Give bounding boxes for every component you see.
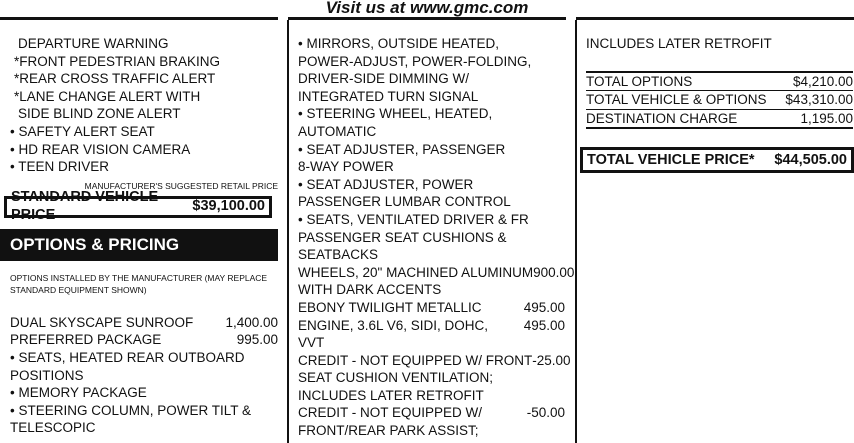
feature-line: *LANE CHANGE ALERT WITH — [14, 88, 201, 104]
summary-row-total-options — [586, 71, 853, 91]
option-label: INCLUDES LATER RETROFIT — [298, 387, 484, 403]
option-label: INTEGRATED TURN SIGNAL — [298, 88, 479, 104]
option-row — [298, 369, 565, 387]
option-label: • SEATS, HEATED REAR OUTBOARD — [10, 349, 245, 365]
option-row — [298, 158, 565, 176]
option-price: 1,400.00 — [225, 314, 278, 330]
feature-line: DEPARTURE WARNING — [18, 36, 169, 51]
option-label: POWER-ADJUST, POWER-FOLDING, — [298, 53, 532, 69]
option-row — [298, 404, 565, 422]
option-label: SEAT CUSHION VENTILATION; — [298, 370, 494, 386]
option-label: • MEMORY PACKAGE — [10, 385, 147, 401]
option-label: VVT — [298, 335, 325, 351]
option-row — [10, 384, 278, 402]
option-label: DRIVER-SIDE DIMMING W/ — [298, 71, 469, 87]
option-label: FRONT/REAR PARK ASSIST; — [298, 423, 479, 439]
option-label: • SEAT ADJUSTER, POWER — [298, 176, 474, 192]
option-row — [10, 331, 278, 349]
option-row — [298, 193, 565, 211]
option-row — [10, 419, 278, 437]
option-row — [298, 317, 565, 335]
feature-line: SIDE BLIND ZONE ALERT — [18, 106, 181, 122]
safety-features-list — [10, 35, 278, 176]
option-row — [10, 367, 278, 385]
option-price: 495.00 — [523, 299, 565, 315]
option-label: • SEAT ADJUSTER, PASSENGER — [298, 141, 506, 157]
option-row — [10, 402, 278, 420]
option-label: SEATBACKS — [298, 247, 379, 263]
summary-label: DESTINATION CHARGE — [586, 110, 738, 126]
option-label: • SEATS, VENTILATED DRIVER & FR — [298, 211, 529, 227]
summary-row-destination-charge — [586, 109, 853, 130]
feature-line: • HD REAR VISION CAMERA — [10, 141, 191, 157]
option-row — [298, 35, 565, 53]
price-summary — [586, 71, 853, 130]
option-row — [298, 88, 565, 106]
option-label: CREDIT - NOT EQUIPPED W/ FRONT — [298, 352, 533, 368]
standard-vehicle-price-box — [4, 189, 272, 223]
summary-value: $4,210.00 — [792, 73, 853, 89]
option-row — [298, 422, 565, 440]
option-label: POSITIONS — [10, 367, 84, 383]
option-label: WITH DARK ACCENTS — [298, 282, 442, 298]
option-row — [298, 334, 565, 352]
total-vehicle-price-box — [580, 147, 854, 173]
top-rule-right — [576, 17, 854, 20]
option-row — [298, 70, 565, 88]
option-label: • STEERING WHEEL, HEATED, — [298, 106, 493, 122]
option-row — [298, 299, 565, 317]
option-row — [298, 246, 565, 264]
column-divider-1 — [287, 20, 289, 443]
option-row — [10, 349, 278, 367]
feature-line: • TEEN DRIVER — [10, 159, 109, 175]
option-price: -25.00 — [532, 352, 571, 368]
left-column — [10, 34, 278, 437]
option-label: EBONY TWILIGHT METALLIC — [298, 299, 482, 315]
summary-value: $43,310.00 — [785, 92, 853, 108]
standard-price-value: $39,100.00 — [192, 197, 265, 214]
option-label: 8-WAY POWER — [298, 159, 394, 175]
option-row — [298, 141, 565, 159]
option-row — [298, 105, 565, 123]
option-label: PASSENGER LUMBAR CONTROL — [298, 194, 511, 210]
retrofit-line: INCLUDES LATER RETROFIT — [586, 36, 772, 51]
summary-label: TOTAL OPTIONS — [586, 73, 693, 89]
option-label: PREFERRED PACKAGE — [10, 332, 162, 348]
website-url: Visit us at www.gmc.com — [325, 0, 529, 17]
option-label: AUTOMATIC — [298, 123, 377, 139]
option-row — [298, 281, 565, 299]
option-price: 495.00 — [523, 317, 565, 333]
msrp-note: MANUFACTURER'S SUGGESTED RETAIL PRICE — [84, 180, 278, 191]
total-price-label: TOTAL VEHICLE PRICE* — [587, 151, 755, 168]
option-row — [298, 211, 565, 229]
summary-label: TOTAL VEHICLE & OPTIONS — [586, 92, 767, 108]
option-label: TELESCOPIC — [10, 420, 96, 436]
option-row — [298, 176, 565, 194]
option-row — [298, 53, 565, 71]
column-divider-2 — [575, 20, 577, 443]
option-row — [298, 387, 565, 405]
summary-row-total-vehicle-options — [586, 90, 853, 109]
options-note: OPTIONS INSTALLED BY THE MANUFACTURER (MAY REPLACE STANDARD EQUIPMENT SHOWN) — [10, 272, 268, 295]
options-pricing-heading: OPTIONS & PRICING — [0, 229, 278, 261]
feature-line: *FRONT PEDESTRIAN BRAKING — [14, 53, 221, 69]
standard-price-label: STANDARD VEHICLE PRICE — [11, 189, 159, 223]
option-row — [298, 229, 565, 247]
top-rule-middle — [288, 17, 566, 20]
option-row — [10, 314, 278, 332]
option-price: 900.00 — [533, 264, 575, 280]
option-price: 995.00 — [236, 332, 278, 348]
options-continued-list — [298, 35, 575, 440]
option-label: DUAL SKYSCAPE SUNROOF — [10, 314, 194, 330]
option-label: PASSENGER SEAT CUSHIONS & — [298, 229, 507, 245]
option-label: • STEERING COLUMN, POWER TILT & — [10, 402, 252, 418]
option-label: WHEELS, 20" MACHINED ALUMINUM — [298, 264, 534, 280]
right-column — [586, 34, 853, 173]
feature-line: *REAR CROSS TRAFFIC ALERT — [14, 71, 216, 87]
option-row — [298, 352, 571, 370]
option-price: -50.00 — [526, 405, 565, 421]
summary-value: 1,195.00 — [800, 110, 853, 126]
total-price-value: $44,505.00 — [774, 151, 847, 168]
option-label: CREDIT - NOT EQUIPPED W/ — [298, 405, 483, 421]
options-list — [10, 314, 278, 437]
top-rule-left — [0, 17, 278, 20]
feature-line: • SAFETY ALERT SEAT — [10, 123, 155, 139]
option-row — [298, 123, 565, 141]
option-label: ENGINE, 3.6L V6, SIDI, DOHC, — [298, 317, 489, 333]
middle-column — [298, 34, 575, 440]
option-label: • MIRRORS, OUTSIDE HEATED, — [298, 36, 499, 51]
option-row — [298, 264, 575, 282]
